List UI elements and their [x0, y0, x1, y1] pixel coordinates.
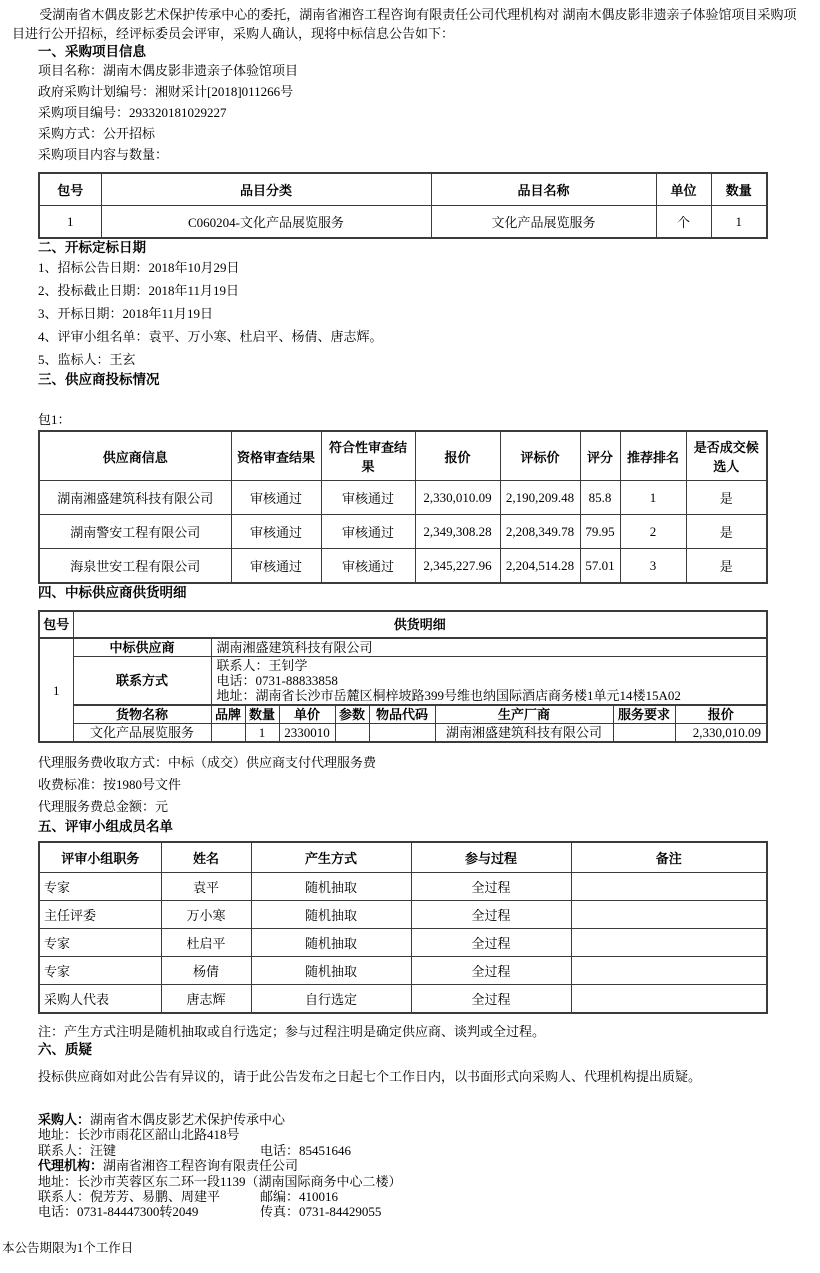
objection-paragraph: 投标供应商如对此公告有异议的，请于此公告发布之日起七个工作日内，以书面形式向采购人、代理机构提出质疑。 [38, 1069, 702, 1084]
cell-role: 主任评委 [39, 901, 161, 929]
cell-item-name: 文化产品展览服务 [431, 206, 656, 239]
table-header-row [39, 842, 767, 873]
section2-title: 二、开标定标日期 [38, 240, 146, 255]
cell-role: 专家 [39, 873, 161, 901]
cell-method: 随机抽取 [251, 929, 411, 957]
cell-candidate: 是 [686, 549, 767, 584]
cell-conformity: 审核通过 [321, 481, 415, 515]
agency-contact-person: 联系人：倪芳芳、易鹏、周建平 [38, 1189, 221, 1205]
cell-qualification: 审核通过 [231, 481, 321, 515]
cell-parameters [335, 724, 369, 743]
header-quantity: 数量 [245, 705, 279, 724]
cell-goods-name: 文化产品展览服务 [73, 724, 211, 743]
cell-contact-method [211, 657, 767, 706]
header-supplier-info: 供应商信息 [39, 431, 231, 481]
header-item-name: 品目名称 [431, 173, 656, 206]
goods-row [39, 724, 767, 743]
purchaser-contact-person: 联系人：汪键 [38, 1142, 117, 1158]
header-conformity-result: 符合性审查结果 [321, 431, 415, 481]
agency-label: 代理机构： [38, 1158, 104, 1174]
agency-fee-method-line: 代理服务费收取方式：中标（成交）供应商支付代理服务费 [38, 755, 377, 770]
agency-address-line [38, 1174, 806, 1189]
cell-package-no: 1 [39, 206, 101, 239]
cell-qualification: 审核通过 [231, 515, 321, 549]
cell-item-category: C060204-文化产品展览服务 [101, 206, 431, 239]
header-candidate: 是否成交候选人 [686, 431, 767, 481]
header-bid-price: 报价 [415, 431, 500, 481]
purchaser-address-line [38, 1127, 806, 1142]
header-qualification-result: 资格审查结果 [231, 431, 321, 481]
cell-qualification: 审核通过 [231, 549, 321, 584]
agency-address: 地址：长沙市芙蓉区东二环一段1139（湖南国际商务中心二楼） [38, 1173, 402, 1189]
header-item-category: 品目分类 [101, 173, 431, 206]
table-row [39, 929, 767, 957]
table-row [39, 957, 767, 985]
cell-name: 万小寒 [161, 901, 251, 929]
cell-price: 2,330,010.09 [675, 724, 767, 743]
project-number-line: 采购项目编号：293320181029227 [38, 105, 227, 120]
header-selection-method: 产生方式 [251, 842, 411, 873]
table-row [39, 515, 767, 549]
cell-bid-price: 2,345,227.96 [415, 549, 500, 584]
contact-person-line: 联系人：王钊学 [216, 658, 308, 673]
header-unit: 单位 [656, 173, 711, 206]
header-service-req: 服务要求 [613, 705, 675, 724]
intro-paragraph: 受湖南省木偶皮影艺术保护传承中心的委托，湖南省湘咨工程咨询有限责任公司代理机构对 湖南木偶皮影非遗亲子体验馆项目采购项目进行公开招标，经评标委员会评审，采购人确认，现将中标信息公告如下： [12, 7, 797, 41]
cell-method: 随机抽取 [251, 957, 411, 985]
cell-supplier: 湖南湘盛建筑科技有限公司 [39, 481, 231, 515]
header-evaluated-price: 评标价 [500, 431, 580, 481]
cell-participation: 全过程 [411, 901, 571, 929]
purchaser-name: 湖南省木偶皮影艺术保护传承中心 [90, 1112, 286, 1127]
header-rank: 推荐排名 [620, 431, 686, 481]
header-price: 报价 [675, 705, 767, 724]
winner-row [39, 638, 767, 657]
table-row [39, 901, 767, 929]
cell-unit-price: 2330010 [279, 724, 335, 743]
agency-zip: 邮编：410016 [260, 1189, 339, 1205]
cell-evaluated-price: 2,190,209.48 [500, 481, 580, 515]
header-participation: 参与过程 [411, 842, 571, 873]
cell-method: 自行选定 [251, 985, 411, 1014]
cell-conformity: 审核通过 [321, 515, 415, 549]
contact-address-line: 地址：湖南省长沙市岳麓区桐梓坡路399号维也纳国际酒店商务楼1单元14楼15A02 [216, 688, 681, 703]
cell-remark [571, 985, 767, 1014]
header-parameters: 参数 [335, 705, 369, 724]
cell-bid-price: 2,349,308.28 [415, 515, 500, 549]
header-brand: 品牌 [211, 705, 245, 724]
cell-quantity: 1 [711, 206, 767, 239]
table-row [39, 873, 767, 901]
cell-rank: 2 [620, 515, 686, 549]
header-unit-price: 单价 [279, 705, 335, 724]
cell-item-code [369, 724, 435, 743]
header-goods-name: 货物名称 [73, 705, 211, 724]
cell-remark [571, 873, 767, 901]
cell-role: 专家 [39, 957, 161, 985]
purchaser-contact-line [38, 1143, 806, 1158]
cell-rank: 1 [620, 481, 686, 515]
agency-contact-line [38, 1189, 806, 1204]
cell-remark [571, 929, 767, 957]
project-name-line: 项目名称：湖南木偶皮影非遗亲子体验馆项目 [38, 63, 299, 78]
table-row [39, 549, 767, 584]
cell-participation: 全过程 [411, 957, 571, 985]
header-supply-detail: 供货明细 [73, 611, 767, 638]
table-row [39, 481, 767, 515]
contact-phone-line: 电话：0731-88833858 [216, 673, 338, 688]
agency-name: 湖南省湘咨工程咨询有限责任公司 [103, 1158, 299, 1174]
cell-evaluated-price: 2,208,349.78 [500, 515, 580, 549]
bid-opening-date-line: 3、开标日期：2018年11月19日 [38, 306, 214, 321]
label-winning-supplier: 中标供应商 [73, 638, 211, 657]
sub-header-row [39, 705, 767, 724]
cell-manufacturer: 湖南湘盛建筑科技有限公司 [435, 724, 613, 743]
fee-standard-line: 收费标准：按1980号文件 [38, 777, 182, 792]
agency-phone: 电话：0731-84447300转2049 [38, 1204, 199, 1220]
panel-table-note: 注：产生方式注明是随机抽取或自行选定；参与过程注明是确定供应商、谈判或全过程。 [38, 1024, 546, 1039]
table-header-row [39, 173, 767, 206]
header-manufacturer: 生产厂商 [435, 705, 613, 724]
cell-conformity: 审核通过 [321, 549, 415, 584]
purchaser-phone: 电话：85451646 [260, 1142, 352, 1158]
cell-brand [211, 724, 245, 743]
cell-name: 袁平 [161, 873, 251, 901]
cell-name: 杜启平 [161, 929, 251, 957]
announcement-period-line: 本公告期限为1个工作日 [2, 1240, 134, 1255]
cell-score: 85.8 [580, 481, 620, 515]
section3-title: 三、供应商投标情况 [38, 372, 160, 387]
agency-fee-total-line: 代理服务费总金额：元 [38, 799, 169, 814]
header-score: 评分 [580, 431, 620, 481]
procurement-method-line: 采购方式：公开招标 [38, 126, 156, 141]
cell-role: 采购人代表 [39, 985, 161, 1014]
cell-service-req [613, 724, 675, 743]
bid-deadline-line: 2、投标截止日期：2018年11月19日 [38, 283, 240, 298]
header-package-no: 包号 [39, 173, 101, 206]
agency-line [38, 1158, 806, 1173]
cell-name: 杨倩 [161, 957, 251, 985]
section1-title: 一、采购项目信息 [38, 44, 146, 59]
header-quantity: 数量 [711, 173, 767, 206]
cell-participation: 全过程 [411, 985, 571, 1014]
section5-title: 五、评审小组成员名单 [38, 819, 173, 834]
cell-supplier: 海泉世安工程有限公司 [39, 549, 231, 584]
announcement-date-line: 1、招标公告日期：2018年10月29日 [38, 260, 240, 275]
plan-number-line: 政府采购计划编号：湘财采计[2018]011266号 [38, 84, 294, 99]
purchaser-label: 采购人： [38, 1112, 91, 1127]
cell-participation: 全过程 [411, 873, 571, 901]
header-panel-role: 评审小组职务 [39, 842, 161, 873]
purchaser-line [38, 1112, 806, 1127]
cell-participation: 全过程 [411, 929, 571, 957]
cell-winning-supplier: 湖南湘盛建筑科技有限公司 [211, 638, 767, 657]
label-contact-method: 联系方式 [73, 657, 211, 706]
cell-score: 57.01 [580, 549, 620, 584]
cell-bid-price: 2,330,010.09 [415, 481, 500, 515]
header-package-no: 包号 [39, 611, 73, 638]
cell-method: 随机抽取 [251, 873, 411, 901]
cell-candidate: 是 [686, 515, 767, 549]
agency-phone-line [38, 1204, 806, 1219]
supervisor-line: 5、监标人：王玄 [38, 352, 136, 367]
table-header-row [39, 431, 767, 481]
cell-package-no: 1 [39, 638, 73, 742]
review-panel-line: 4、评审小组名单：袁平、万小寒、杜启平、杨倩、唐志辉。 [38, 329, 383, 344]
header-name: 姓名 [161, 842, 251, 873]
table-row [39, 985, 767, 1014]
cell-candidate: 是 [686, 481, 767, 515]
cell-remark [571, 957, 767, 985]
table-row [39, 206, 767, 239]
supply-detail-table [38, 610, 768, 743]
cell-role: 专家 [39, 929, 161, 957]
purchaser-address: 地址：长沙市雨花区韶山北路418号 [38, 1127, 240, 1143]
cell-supplier: 湖南警安工程有限公司 [39, 515, 231, 549]
package-label: 包1： [38, 412, 71, 427]
cell-evaluated-price: 2,204,514.28 [500, 549, 580, 584]
header-item-code: 物品代码 [369, 705, 435, 724]
review-panel-table [38, 841, 768, 1014]
section6-title: 六、质疑 [38, 1042, 92, 1057]
cell-quantity: 1 [245, 724, 279, 743]
contact-block [38, 1112, 806, 1220]
cell-remark [571, 901, 767, 929]
procurement-items-table [38, 172, 768, 239]
section4-title: 四、中标供应商供货明细 [38, 585, 187, 600]
cell-unit: 个 [656, 206, 711, 239]
cell-method: 随机抽取 [251, 901, 411, 929]
content-quantity-line: 采购项目内容与数量： [38, 147, 169, 162]
supplier-bids-table [38, 430, 768, 584]
cell-rank: 3 [620, 549, 686, 584]
cell-name: 唐志辉 [161, 985, 251, 1014]
agency-fax: 传真：0731-84429055 [260, 1204, 382, 1220]
table-header-row [39, 611, 767, 638]
contact-row [39, 657, 767, 706]
cell-score: 79.95 [580, 515, 620, 549]
announcement-document [0, 5, 820, 1255]
header-remark: 备注 [571, 842, 767, 873]
